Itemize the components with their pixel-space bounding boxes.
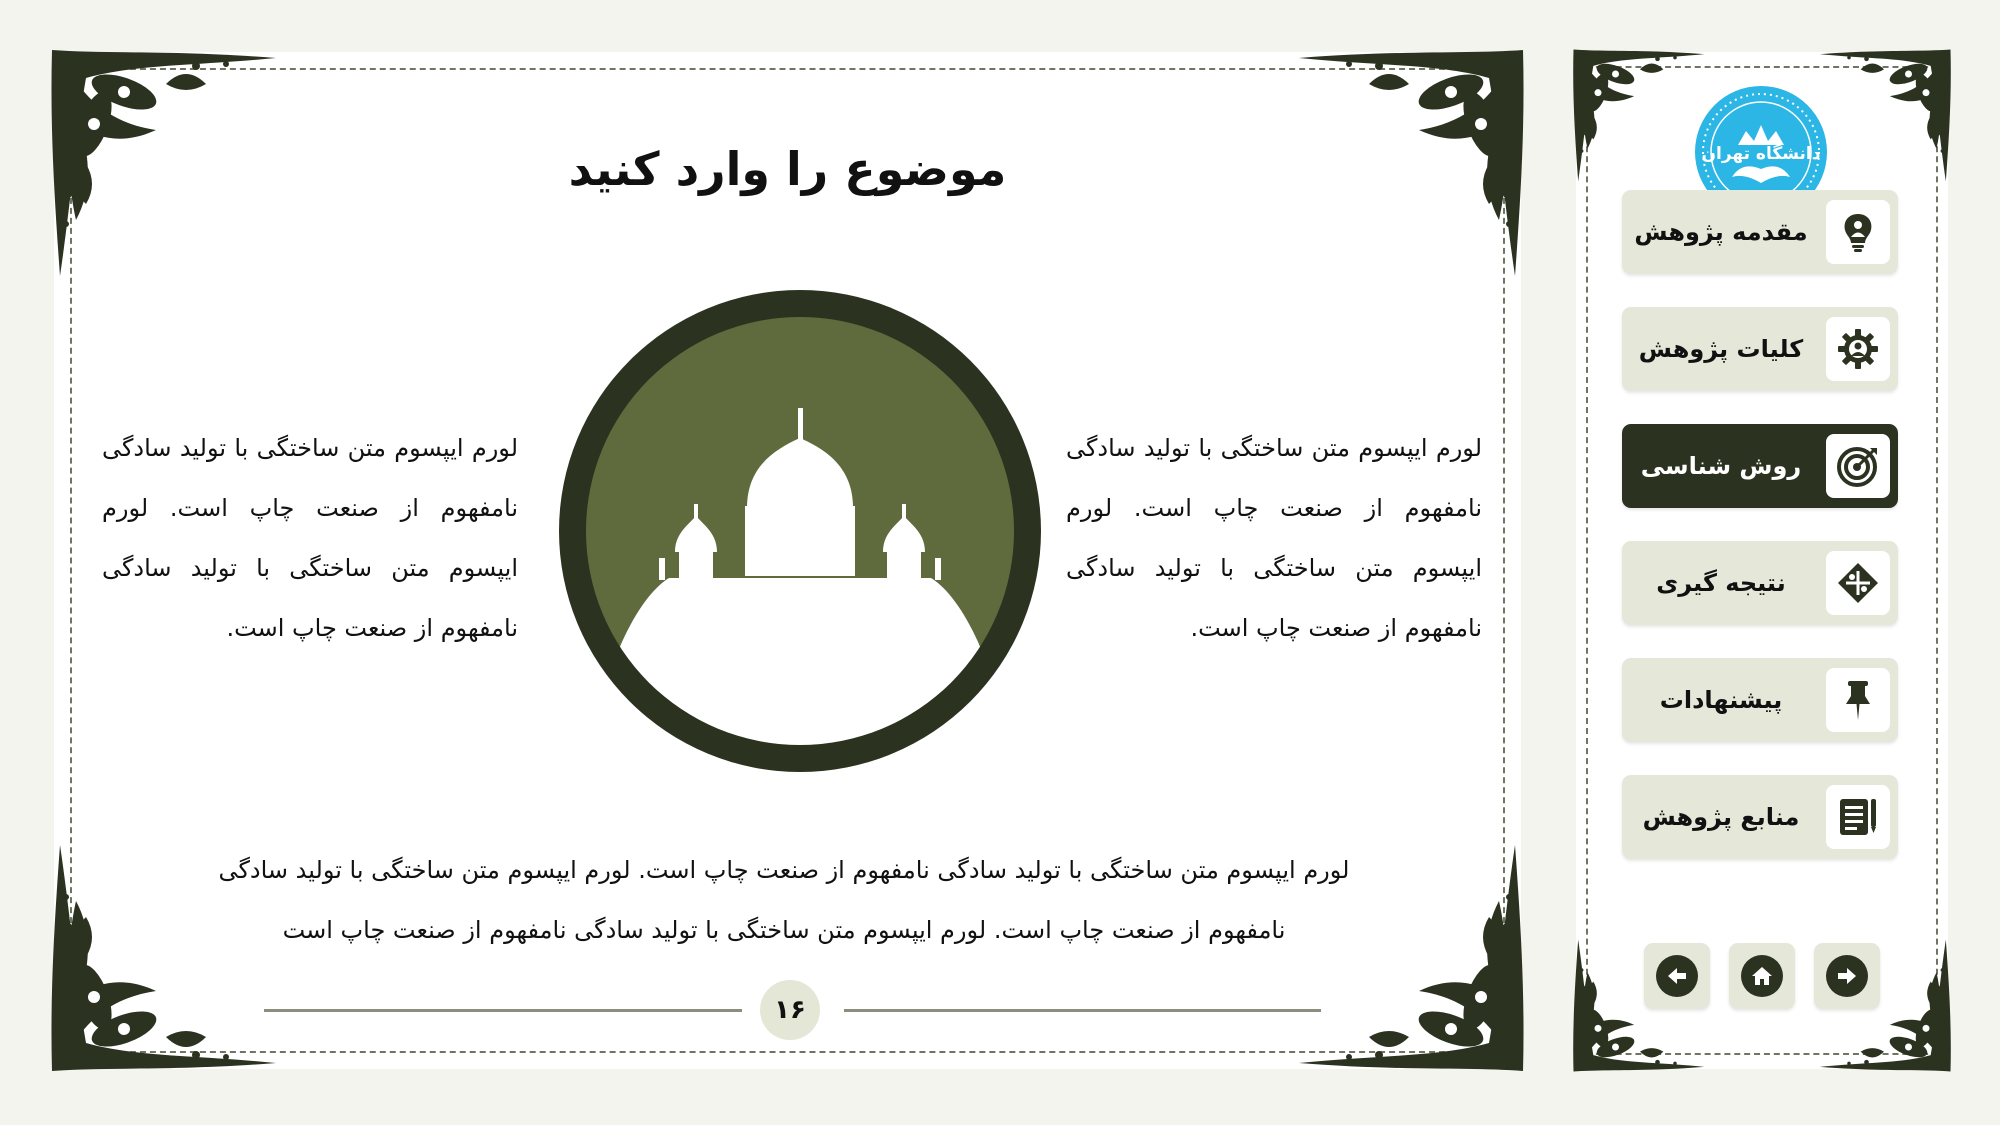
target-icon (1826, 434, 1890, 498)
mosque-icon (559, 290, 1041, 772)
paragraph-right: لورم ایپسوم متن ساختگی با تولید سادگی نامفهوم از صنعت چاپ است. لورم ایپسوم متن ساختگی با تولید سادگی نامفهوم از صنعت چاپ است. (1066, 434, 1482, 642)
previous-button[interactable] (1644, 943, 1710, 1009)
paragraph-bottom-line-1: لورم ایپسوم متن ساختگی با تولید سادگی نامفهوم از صنعت چاپ است. لورم ایپسوم متن ساختگی با تولید سادگی (218, 856, 1350, 884)
sidebar-item-conclusion[interactable] (1622, 541, 1898, 625)
footer-divider-right (844, 1009, 1321, 1012)
paragraph-bottom (204, 840, 1364, 960)
home-icon (1741, 955, 1783, 997)
next-arrow-icon (1826, 955, 1868, 997)
sidebar-item-label: مقدمه پژوهش (1634, 218, 1808, 246)
ornament-top-right (1814, 46, 1954, 186)
previous-arrow-icon (1656, 955, 1698, 997)
sidebar-item-suggestions[interactable] (1622, 658, 1898, 742)
page-number: ۱۶ (760, 980, 820, 1040)
slide-panel (54, 52, 1521, 1069)
sidebar-item-research-intro[interactable] (1622, 190, 1898, 274)
sidebar-item-label: کلیات پژوهش (1638, 335, 1804, 363)
sidebar-item-label: نتیجه گیری (1656, 569, 1786, 597)
footer-divider-left (264, 1009, 742, 1012)
puzzle-icon (1826, 551, 1890, 615)
sidebar-item-label: پیشنهادات (1659, 686, 1783, 714)
paragraph-left: لورم ایپسوم متن ساختگی با تولید سادگی نامفهوم از صنعت چاپ است. لورم ایپسوم متن ساختگی با تولید سادگی نامفهوم از صنعت چاپ است. (102, 434, 518, 642)
sidebar-item-methodology[interactable] (1622, 424, 1898, 508)
book-list-icon (1826, 785, 1890, 849)
home-button[interactable] (1729, 943, 1795, 1009)
sidebar-item-label: منابع پژوهش (1642, 803, 1800, 831)
sidebar-item-research-overview[interactable] (1622, 307, 1898, 391)
page-title: موضوع را وارد کنید (568, 142, 1007, 196)
sidebar-item-references[interactable] (1622, 775, 1898, 859)
sidebar-item-label: روش شناسی (1640, 452, 1802, 480)
gear-user-icon (1826, 317, 1890, 381)
pin-icon (1826, 668, 1890, 732)
next-button[interactable] (1814, 943, 1880, 1009)
paragraph-bottom-line-2: نامفهوم از صنعت چاپ است. لورم ایپسوم متن ساختگی با تولید سادگی نامفهوم از صنعت چاپ است (282, 916, 1286, 944)
svg-text:دانشگاه تهران: دانشگاه تهران (1701, 144, 1821, 164)
lightbulb-icon (1826, 200, 1890, 264)
ornament-top-left (1570, 46, 1710, 186)
sidebar-panel (1576, 52, 1948, 1069)
